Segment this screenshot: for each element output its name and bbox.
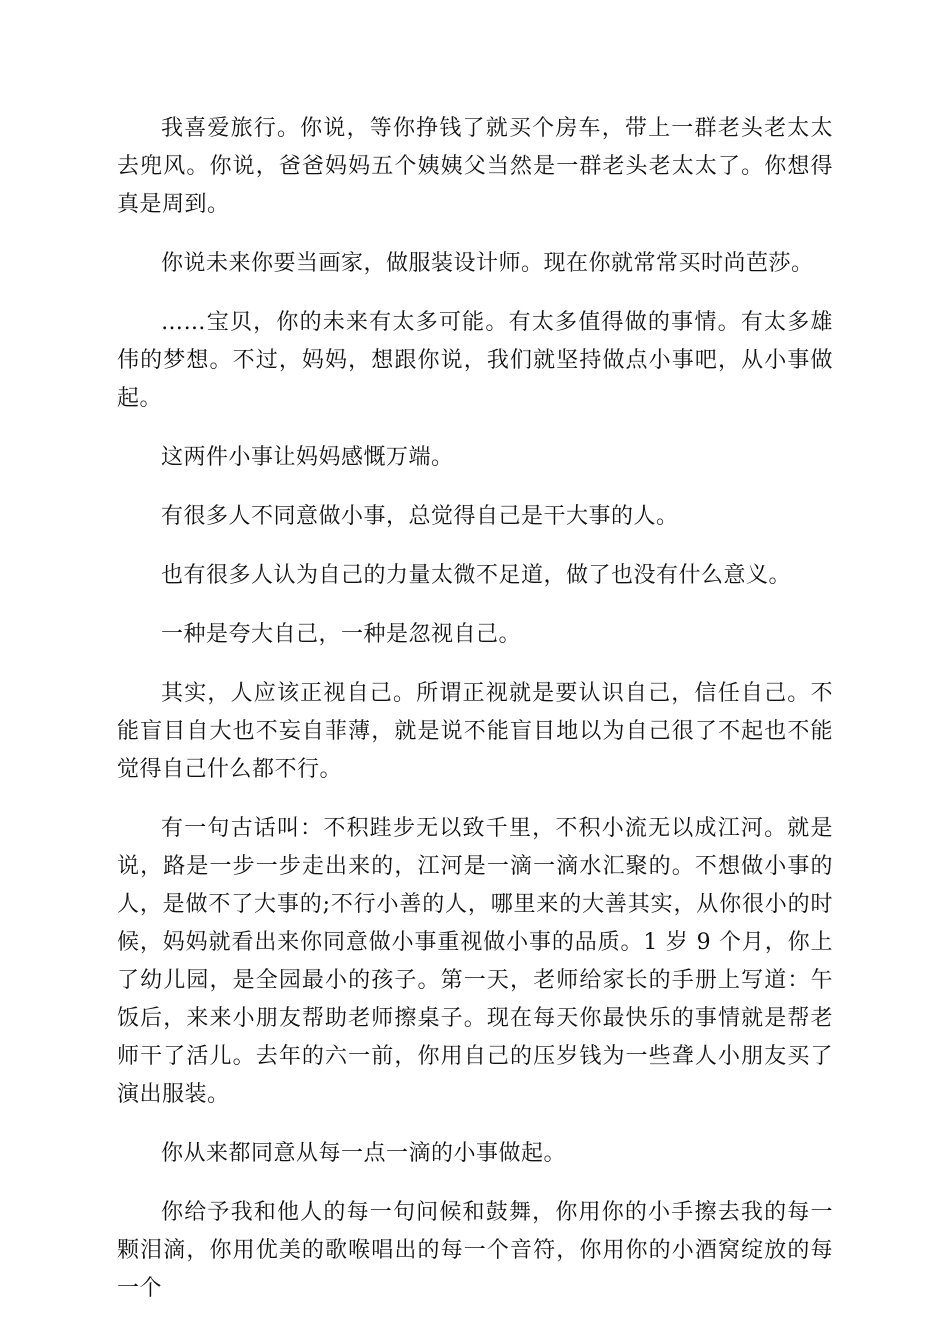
paragraph-1: 我喜爱旅行。你说，等你挣钱了就买个房车，带上一群老头老太太去兜风。你说，爸爸妈妈五个姨姨父当然是一群老头老太太了。你想得真是周到。 — [117, 116, 833, 217]
paragraph-3: ……宝贝，你的未来有太多可能。有太多值得做的事情。有太多雄伟的梦想。不过，妈妈，想跟你说，我们就坚持做点小事吧，从小事做起。 — [117, 310, 833, 411]
paragraph-11: 你给予我和他人的每一句问候和鼓舞，你用你的小手擦去我的每一颗泪滴，你用优美的歌喉唱出的每一个音符，你用你的小酒窝绽放的每一个 — [117, 1200, 833, 1301]
paragraph-10: 你从来都同意从每一点一滴的小事做起。 — [161, 1141, 567, 1166]
paragraph-7: 一种是夸大自己，一种是忽视自己。 — [161, 622, 522, 647]
document-page — [117, 110, 833, 1329]
paragraph-9: 有一句古话叫：不积跬步无以致千里，不积小流无以成江河。就是说，路是一步一步走出来的，江河是一滴一滴水汇聚的。不想做小事的人，是做不了大事的;不行小善的人，哪里来的大善其实，从你很小的时候，妈妈就看出来你同意做小事重视做小事的品质。1 岁 9 个月，你上了幼儿园，是全园最小的孩子。第一天，老师给家长的手册上写道：午饭后，来来小朋友帮助老师擦桌子。现在每天你最快乐的事情就是帮老师干了活儿。去年的六一前，你用自己的压岁钱为一些聋人小朋友买了演出服装。 — [117, 816, 833, 1107]
paragraph-8: 其实，人应该正视自己。所谓正视就是要认识自己，信任自己。不能盲目自大也不妄自菲薄，就是说不能盲目地以为自己很了不起也不能觉得自己什么都不行。 — [117, 681, 833, 782]
paragraph-5: 有很多人不同意做小事，总觉得自己是干大事的人。 — [161, 504, 679, 529]
paragraph-6: 也有很多人认为自己的力量太微不足道，做了也没有什么意义。 — [161, 563, 792, 588]
paragraph-4: 这两件小事让妈妈感慨万端。 — [161, 445, 454, 470]
paragraph-2: 你说未来你要当画家，做服装设计师。现在你就常常买时尚芭莎。 — [161, 251, 814, 276]
